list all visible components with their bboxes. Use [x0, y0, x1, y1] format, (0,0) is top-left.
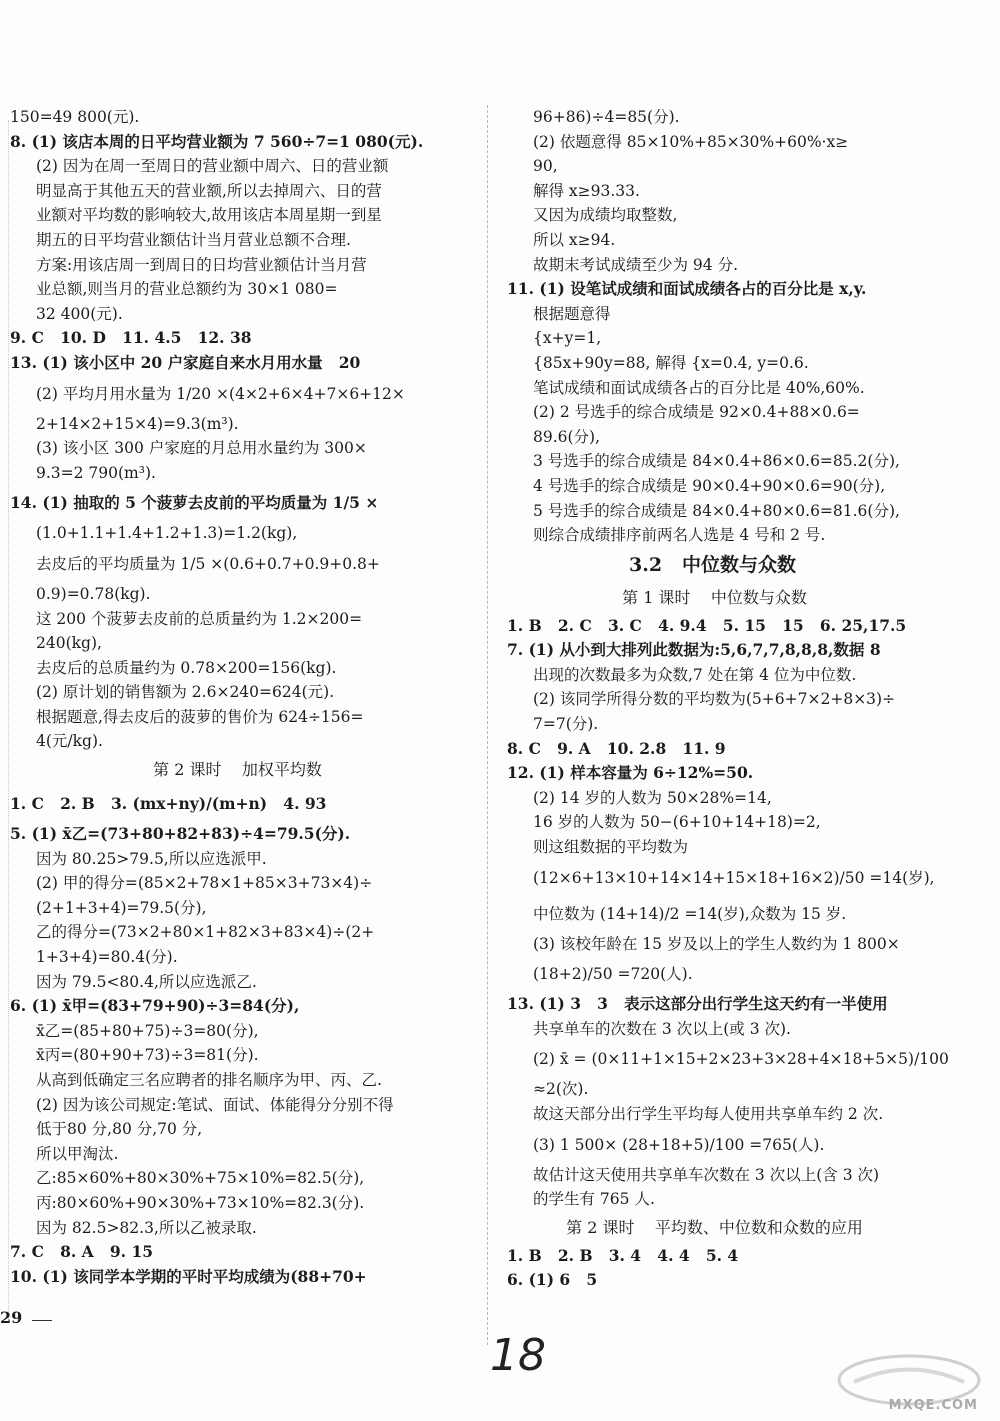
left-answer-column — [10, 105, 465, 1289]
left-answer-line: 从高到低确定三名应聘者的排名顺序为甲、丙、乙. — [36, 1071, 382, 1089]
left-answer-line: 4(元/kg). — [36, 732, 103, 751]
left-answer-line: x̄乙=(85+80+75)÷3=80(分), — [36, 1021, 259, 1040]
left-answer-line: 业总额,则当月的营业总额约为 30×1 080= — [36, 280, 338, 299]
right-answer-line: 12. (1) 样本容量为 6÷12%=50. — [507, 763, 754, 783]
left-answer-line: 9.3=2 790(m³). — [36, 463, 156, 482]
right-answer-line: {85x+90y=88, 解得 {x=0.4, y=0.6. — [533, 353, 809, 372]
left-answer-line: 明显高于其他五天的营业额,所以去掉周六、日的营 — [36, 181, 382, 200]
page-number-rule — [32, 1320, 52, 1321]
left-answer-line: 第 2 课时 加权平均数 — [153, 760, 322, 780]
right-answer-line: 4 号选手的综合成绩是 90×0.4+90×0.6=90(分), — [533, 476, 886, 495]
right-answer-line: (2) 依题意得 85×10%+85×30%+60%·x≥ — [533, 132, 849, 151]
handwritten-mark: 18 — [490, 1330, 546, 1381]
right-answer-line: 则这组数据的平均数为 — [533, 838, 689, 857]
left-answer-line: 根据题意,得去皮后的菠萝的售价为 624÷156= — [36, 707, 364, 726]
right-answer-line: 第 1 课时 中位数与众数 — [622, 587, 807, 607]
right-answer-line: 所以 x≥94. — [533, 230, 616, 249]
right-answer-line: (2) x̄ = (0×11+1×15+2×23+3×28+4×18+5×5)/100 — [533, 1050, 949, 1069]
left-answer-line: 1+3+4)=80.4(分). — [36, 948, 178, 967]
left-answer-line: 因为 79.5<80.4,所以应选派乙. — [36, 972, 257, 991]
left-answer-line: 8. (1) 该店本周的日平均营业额为 7 560÷7=1 080(元). — [10, 131, 424, 151]
right-answer-line: 3.2 中位数与众数 — [629, 553, 796, 576]
right-answer-line: (18+2)/50 =720(人). — [533, 965, 693, 984]
right-answer-line: 又因为成绩均取整数, — [533, 206, 678, 225]
right-answer-line: 根据题意得 — [533, 304, 611, 323]
right-answer-line: 中位数为 (14+14)/2 =14(岁),众数为 15 岁. — [533, 904, 847, 923]
left-answer-line: 去皮后的总质量约为 0.78×200=156(kg). — [36, 658, 337, 677]
right-answer-line: 90, — [533, 157, 558, 176]
right-answer-line: 1. B 2. B 3. 4 4. 4 5. 4 — [507, 1245, 739, 1265]
left-answer-line: (2+1+3+4)=79.5(分), — [36, 898, 207, 917]
right-answer-line: 的学生有 765 人. — [533, 1190, 655, 1209]
right-answer-line: 16 岁的人数为 50−(6+10+14+18)=2, — [533, 813, 821, 832]
right-answer-line: 故期末考试成绩至少为 94 分. — [533, 255, 739, 274]
right-answer-line: (3) 该校年龄在 15 岁及以上的学生人数约为 1 800× — [533, 934, 900, 953]
left-answer-line: 方案:用该店周一到周日的日均营业额估计当月营 — [36, 255, 367, 274]
right-answer-line: 笔试成绩和面试成绩各占的百分比是 40%,60%. — [533, 378, 865, 397]
right-answer-line: (2) 14 岁的人数为 50×28%=14, — [533, 788, 772, 807]
left-answer-line: (2) 因为该公司规定:笔试、面试、体能得分分别不得 — [36, 1095, 394, 1114]
left-answer-line: (3) 该小区 300 户家庭的月总用水量约为 300× — [36, 439, 367, 458]
column-divider — [487, 105, 488, 1345]
right-answer-line: 出现的次数最多为众数,7 处在第 4 位为中位数. — [533, 665, 857, 684]
right-answer-line: 13. (1) 3 3 表示这部分出行学生这天约有一半使用 — [507, 994, 888, 1014]
left-answer-line: 乙:85×60%+80×30%+75×10%=82.5(分), — [36, 1169, 365, 1188]
left-answer-line: 10. (1) 该同学本学期的平时平均成绩为(88+70+ — [10, 1266, 367, 1286]
left-answer-line: 32 400(元). — [36, 304, 123, 323]
right-answer-line: 6. (1) 6 5 — [507, 1270, 598, 1290]
right-answer-line: 11. (1) 设笔试成绩和面试成绩各占的百分比是 x,y. — [507, 279, 867, 299]
left-answer-line: 5. (1) x̄乙=(73+80+82+83)÷4=79.5(分). — [10, 824, 351, 844]
left-answer-line: 9. C 10. D 11. 4.5 12. 38 — [10, 328, 252, 348]
left-answer-line: 去皮后的平均质量为 1/5 ×(0.6+0.7+0.9+0.8+ — [36, 554, 380, 573]
right-answer-line: 5 号选手的综合成绩是 84×0.4+80×0.6=81.6(分), — [533, 501, 900, 520]
right-answer-line: {x+y=1, — [533, 329, 602, 348]
left-answer-line: 因为 80.25>79.5,所以应选派甲. — [36, 849, 267, 868]
right-answer-line: 1. B 2. C 3. C 4. 9.4 5. 15 15 6. 25,17.5 — [507, 615, 907, 635]
left-answer-line: x̄丙=(80+90+73)÷3=81(分). — [36, 1046, 259, 1065]
left-answer-line: 7. C 8. A 9. 15 — [10, 1242, 154, 1262]
right-answer-line: 则综合成绩排序前两名人选是 4 号和 2 号. — [533, 526, 826, 545]
left-answer-line: 150=49 800(元). — [10, 108, 140, 126]
left-answer-line: 业额对平均数的影响较大,故用该店本周星期一到星 — [36, 206, 382, 225]
page-number: 29 — [0, 1308, 23, 1327]
right-answer-line: 96+86)÷4=85(分). — [533, 108, 680, 126]
left-answer-line: 1. C 2. B 3. (mx+ny)/(m+n) 4. 93 — [10, 794, 327, 814]
right-answer-column — [507, 105, 949, 1293]
right-answer-line: 解得 x≥93.33. — [533, 181, 640, 200]
left-answer-line: 14. (1) 抽取的 5 个菠萝去皮前的平均质量为 1/5 × — [10, 493, 379, 513]
left-answer-line: (2) 因为在周一至周日的营业额中周六、日的营业额 — [36, 157, 389, 176]
left-answer-line: 240(kg), — [36, 634, 102, 653]
left-answer-line: 2+14×2+15×4)=9.3(m³). — [36, 414, 239, 433]
right-answer-line: 第 2 课时 平均数、中位数和众数的应用 — [566, 1217, 863, 1237]
right-answer-line: 共享单车的次数在 3 次以上(或 3 次). — [533, 1019, 791, 1038]
left-answer-line: 乙的得分=(73×2+80×1+82×3+83×4)÷(2+ — [36, 923, 375, 942]
left-answer-line: 这 200 个菠萝去皮前的总质量约为 1.2×200= — [36, 609, 363, 628]
left-answer-line: 6. (1) x̄甲=(83+79+90)÷3=84(分), — [10, 996, 300, 1016]
right-answer-line: ≈2(次). — [533, 1080, 589, 1099]
right-answer-line: 故估计这天使用共享单车次数在 3 次以上(含 3 次) — [533, 1165, 880, 1184]
right-answer-line: 3 号选手的综合成绩是 84×0.4+86×0.6=85.2(分), — [533, 452, 900, 471]
left-answer-line: (2) 平均月用水量为 1/20 ×(4×2+6×4+7×6+12× — [36, 384, 405, 403]
left-answer-line: 期五的日平均营业额估计当月营业总额不合理. — [36, 230, 351, 249]
left-answer-line: 低于80 分,80 分,70 分, — [36, 1120, 203, 1139]
right-answer-line: (2) 2 号选手的综合成绩是 92×0.4+88×0.6= — [533, 403, 860, 422]
right-answer-line: 故这天部分出行学生平均每人使用共享单车约 2 次. — [533, 1105, 884, 1123]
right-answer-line: 7=7(分). — [533, 715, 599, 734]
left-answer-line: 因为 82.5>82.3,所以乙被录取. — [36, 1218, 257, 1237]
right-answer-line: 89.6(分), — [533, 427, 601, 446]
left-answer-line: 13. (1) 该小区中 20 户家庭自来水月用水量 20 — [10, 352, 361, 372]
right-answer-line: (12×6+13×10+14×14+15×18+16×2)/50 =14(岁), — [533, 868, 935, 887]
right-answer-line: 7. (1) 从小到大排列此数据为:5,6,7,7,8,8,8,数据 8 — [507, 640, 881, 660]
watermark-text: MXQE.COM — [888, 1398, 978, 1413]
left-answer-line: (1.0+1.1+1.4+1.2+1.3)=1.2(kg), — [36, 524, 298, 543]
right-answer-line: (3) 1 500× (28+18+5)/100 =765(人). — [533, 1135, 825, 1154]
page-edge-line — [8, 120, 9, 1320]
left-answer-line: 丙:80×60%+90×30%+73×10%=82.3(分). — [36, 1193, 365, 1212]
right-answer-line: (2) 该同学所得分数的平均数为(5+6+7×2+8×3)÷ — [533, 690, 896, 709]
left-answer-line: 所以甲淘汰. — [36, 1144, 119, 1163]
left-answer-line: 0.9)=0.78(kg). — [36, 584, 151, 603]
left-answer-line: (2) 甲的得分=(85×2+78×1+85×3+73×4)÷ — [36, 874, 373, 893]
right-answer-line: 8. C 9. A 10. 2.8 11. 9 — [507, 738, 726, 758]
left-answer-line: (2) 原计划的销售额为 2.6×240=624(元). — [36, 683, 335, 702]
